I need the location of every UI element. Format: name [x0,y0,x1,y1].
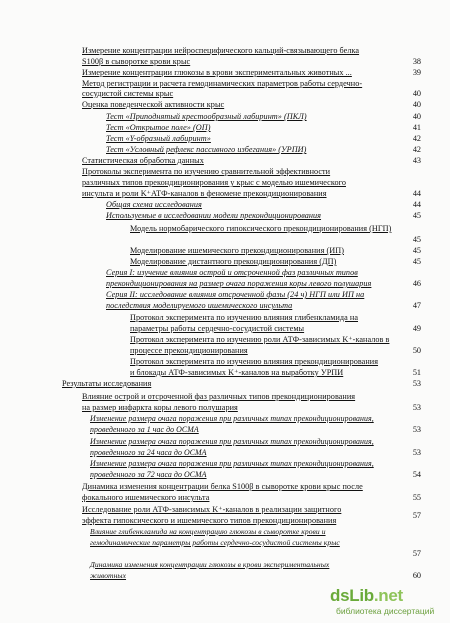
toc-line: Влияние глибенкламида на концентрацию глюкозы в сыворотке крови и [90,527,326,536]
toc-line: различных типов прекондиционирования у крыс с моделью ишемического [82,178,346,187]
toc-page-number: 45 [412,246,421,255]
toc-line: Протокол эксперимента по изучению влияния глибенкламида на [130,313,359,322]
toc-line: фокального ишемического инсульта [82,493,210,502]
toc-line: Протоколы эксперимента по изучению сравнительной эффективности [82,167,331,176]
toc-page-number: 40 [412,100,421,109]
toc-page-number: 42 [412,145,421,154]
toc-line: Протокол эксперимента по изучению влияния прекондиционирования [130,357,379,366]
toc-page-number: 60 [412,571,421,580]
toc-line: Тест «Приподнятый крестообразный лабиринт» (ПКЛ) [106,112,307,121]
toc-page-number: 57 [412,511,421,520]
toc-line: Влияние острой и отсроченной фаз различных типов прекондиционирования [82,392,356,401]
toc-line: Серия I: изучение влияния острой и отсроченной фаз различных типов [106,268,358,277]
toc-line: Метод регистрации и расчета гемодинамических параметров работы сердечно- [82,79,363,88]
toc-line: животных [90,571,127,580]
toc-page-number: 39 [412,68,421,77]
toc-page-number: 55 [412,493,421,502]
toc-line: Динамика изменения концентрации белка S100β в сыворотке крови крыс после [82,482,363,491]
toc-page-number: 46 [412,279,421,288]
toc-line: Модель нормобарического гипоксического прекондиционирования (НГП) [130,224,392,233]
logo-main-text: dsLib [330,586,374,605]
toc-line: Серия II: исследование влияния отсроченной фазы (24 ч) НГП или ИП на [106,290,365,299]
toc-line: проведенного за 72 часа до ОСМА [90,470,207,479]
toc-line: сосудистой системы крыс [82,89,174,98]
toc-line: Общая схема исследования [106,200,202,209]
toc-line: на размер инфаркта коры левого полушария [82,403,238,412]
toc-line: Статистическая обработка данных [82,156,204,165]
watermark-subtitle: библиотека диссертаций [336,606,435,616]
toc-page-number: 40 [412,89,421,98]
toc-line: проведенного за 1 час до ОСМА [90,425,199,434]
toc-line: последствия моделируемого ишемического инсульта [106,301,293,310]
toc-page-number: 40 [412,112,421,121]
toc-line: Исследование роли АТФ-зависимых K⁺-каналов в реализации защитного [82,505,342,514]
toc-line: Используемые в исследовании модели прекондиционирования [106,211,322,220]
toc-line: инсульта и роли K⁺ATФ-каналов в феномене прекондиционирования [82,189,327,198]
toc-line: и блокады АТФ-зависимых K⁺-каналов на выработку УРПИ [130,368,344,377]
toc-line: Изменение размера очага поражения при различных типах прекондиционирования, [90,459,374,468]
toc-line: эффекта гипоксического и ишемического типов прекондиционирования [82,516,337,525]
toc-page-number: 50 [412,346,421,355]
logo-tld-text: .net [373,586,403,605]
toc-page-number: 53 [412,379,421,388]
toc-page-number: 45 [412,257,421,266]
toc-page-number: 44 [412,189,421,198]
toc-line: Тест «Условный рефлекс пассивного избегания» (УРПИ) [106,145,307,154]
toc-line: Тест «Y-образный лабиринт» [106,134,211,143]
toc-page-number: 49 [412,324,421,333]
toc-page-number: 47 [412,301,421,310]
toc-page-number: 51 [412,368,421,377]
toc-page-number: 54 [412,470,421,479]
toc-line: S100β в сыворотке крови крыс [82,57,191,66]
toc-page-number: 42 [412,134,421,143]
toc-page-number: 45 [412,211,421,220]
toc-line: Измерение концентрации нейроспецифического кальций-связывающего белка [82,46,360,55]
toc-page-number: 53 [412,425,421,434]
toc-page-number: 45 [412,235,421,244]
toc-line: гемодинамические параметры работы сердечно-сосудистой системы крыс [90,538,340,547]
toc-line: Динамика изменения концентрации глюкозы в крови экспериментальных [90,560,330,569]
toc-page-number: 53 [412,448,421,457]
toc-line: Изменение размера очага поражения при различных типах прекондиционирования, [90,414,374,423]
toc-line: Измерение концентрации глюкозы в крови экспериментальных животных ... [82,68,352,77]
toc-line: Результаты исследования [62,379,152,388]
toc-line: проведенного за 24 часа до ОСМА [90,448,207,457]
toc-line: Тест «Открытое поле» (ОП) [106,123,211,132]
toc-line: Моделирование ишемического прекондиционирования (ИП) [130,246,344,255]
toc-page-number: 41 [412,123,421,132]
toc-line: Моделирование дистантного прекондиционирования (ДП) [130,257,337,266]
toc-line: Протокол эксперимента по изучению роли АТФ-зависимых K⁺-каналов в [130,335,390,344]
toc-page-number: 44 [412,200,421,209]
toc-page-number: 57 [412,549,421,558]
dslib-watermark [330,586,450,623]
toc-line: параметры работы сердечно-сосудистой системы [130,324,305,333]
toc-page-number: 53 [412,403,421,412]
toc-line: Оценка поведенческой активности крыс [82,100,225,109]
toc-line: прекондиционирования на размер очага поражения коры левого полушария [106,279,372,288]
toc-page-number: 43 [412,156,421,165]
toc-page-number: 38 [412,57,421,66]
dslib-logo [330,586,403,606]
toc-line: Изменение размера очага поражения при различных типах прекондиционирования, [90,437,374,446]
toc-line: процессе прекондиционирования [130,346,248,355]
